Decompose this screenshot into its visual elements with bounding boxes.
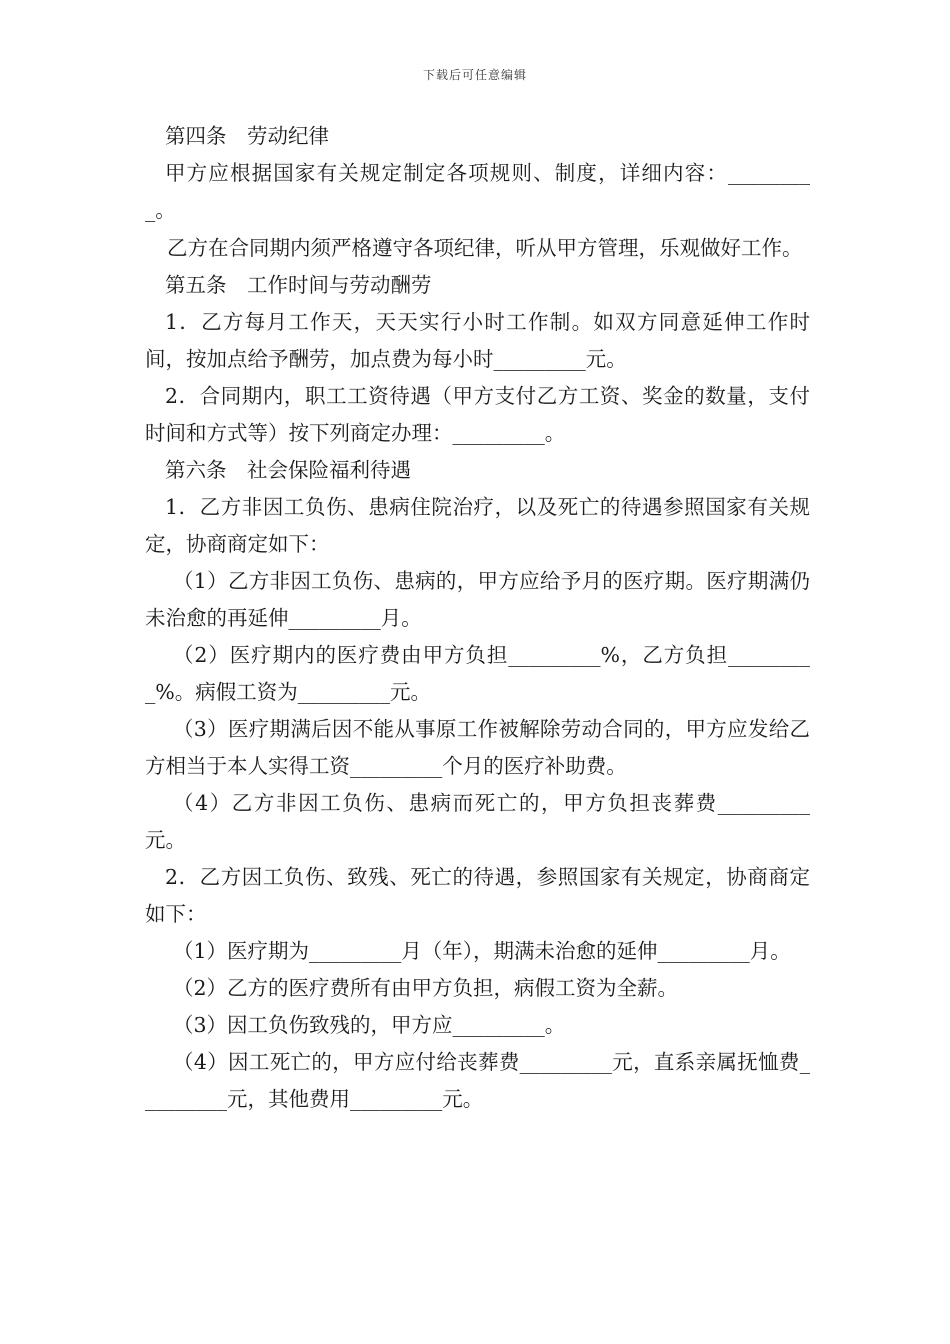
article-5-item-2: 2．合同期内，职工工资待遇（甲方支付乙方工资、奖金的数量，支付时间和方式等）按下列商定办理：_________。 [145,384,810,445]
article-6-item-1: 1．乙方非因工负伤、患病住院治疗，以及死亡的待遇参照国家有关规定，协商商定如下： [145,495,810,556]
article-6-item-2-sub-3: （3）因工负伤致残的，甲方应_________。 [173,1013,566,1037]
article-6-item-1-sub-4: （4）乙方非因工负伤、患病而死亡的，甲方负担丧葬费_________元。 [145,791,810,852]
article-6-item-2-sub-4: （4）因工死亡的，甲方应付给丧葬费_________元，直系亲属抚恤费_________元，其他费用_________元。 [145,1050,810,1111]
article-6-title: 第六条 社会保险福利待遇 [165,458,411,482]
article-6-item-1-sub-1: （1）乙方非因工负伤、患病的，甲方应给予月的医疗期。医疗期满仍未治愈的再延伸_________月。 [145,569,810,630]
article-4-paragraph-1: 甲方应根据国家有关规定制定各项规则、制度，详细内容：_________。 [145,161,810,222]
article-6-item-2: 2．乙方因工负伤、致残、死亡的待遇，参照国家有关规定，协商商定如下： [145,865,810,926]
article-6-item-1-sub-3: （3）医疗期满后因不能从事原工作被解除劳动合同的，甲方应发给乙方相当于本人实得工资_________个月的医疗补助费。 [145,717,810,778]
article-4-title: 第四条 劳动纪律 [165,124,329,148]
article-6-item-2-sub-1: （1）医疗期为_________月（年），期满未治愈的延伸_________月。 [173,939,791,963]
article-6-item-2-sub-2: （2）乙方的医疗费所有由甲方负担，病假工资为全薪。 [173,976,679,1000]
article-4-paragraph-2: 乙方在合同期内须严格遵守各项纪律，听从甲方管理，乐观做好工作。 [167,236,803,260]
article-5-item-1: 1．乙方每月工作天，天天实行小时工作制。如双方同意延伸工作时间，按加点给予酬劳，加点费为每小时_________元。 [145,310,810,371]
article-6-item-1-sub-2: （2）医疗期内的医疗费由甲方负担_________%，乙方负担_________%。病假工资为_________元。 [145,643,810,704]
page-header: 下载后可任意编辑 [422,68,527,82]
article-5-title: 第五条 工作时间与劳动酬劳 [165,273,432,297]
document-body [145,118,810,1118]
